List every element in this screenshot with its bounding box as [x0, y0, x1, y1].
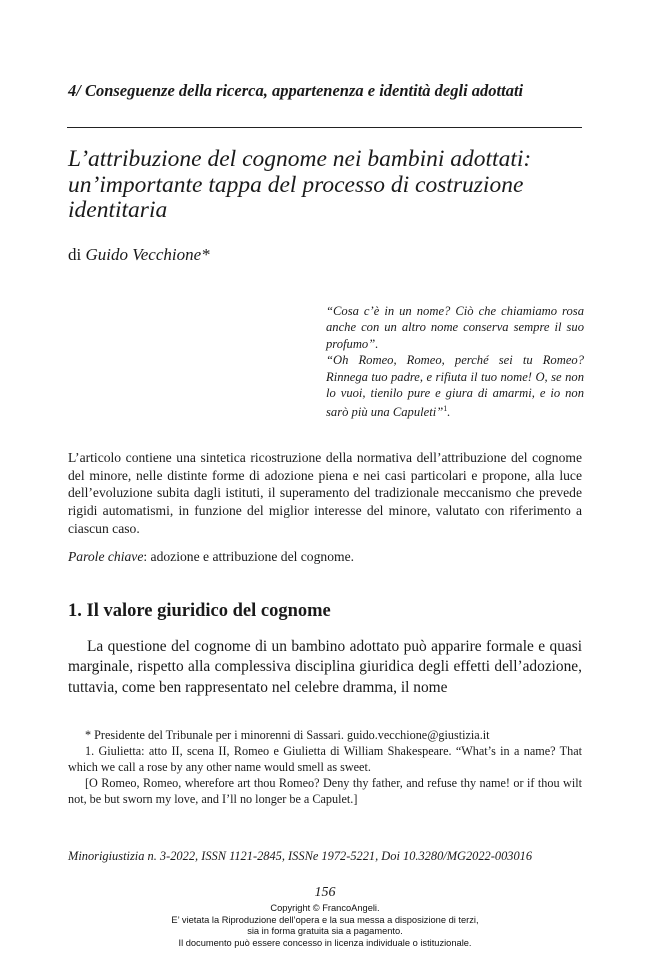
section-1-title: 1. Il valore giuridico del cognome: [68, 601, 331, 621]
copyright-line-2: E’ vietata la Riproduzione dell’opera e la sua messa a disposizione di terzi,: [171, 914, 479, 925]
keywords-label: Parole chiave: [68, 549, 144, 564]
keywords: [68, 548, 582, 566]
journal-reference: Minorigiustizia n. 3-2022, ISSN 1121-2845, ISSNe 1972-5221, Doi 10.3280/MG2022-003016: [68, 849, 533, 863]
byline-prefix: di: [68, 245, 82, 264]
epigraph-quote-2-text: “Oh Romeo, Romeo, perché sei tu Romeo? Rinnega tuo padre, e rifiuta il tuo nome! O, se non lo vuoi, tienilo pure e giura di amarmi, e io non sarò più una Capuleti”: [326, 353, 584, 420]
epigraph-end: .: [447, 405, 451, 420]
article-title: L’attribuzione del cognome nei bambini adottati: un’importante tappa del processo di costruzione identitaria: [68, 146, 532, 223]
footnote-1-continued: [O Romeo, Romeo, wherefore art thou Romeo? Deny thy father, and refuse thy name! or if thou wilt not, be but sworn my love, and I’ll no longer be a Capulet.]: [68, 776, 582, 806]
footnotes: [68, 727, 582, 807]
keywords-text: : adozione e attribuzione del cognome.: [143, 549, 354, 564]
body-text: [68, 637, 582, 698]
section-heading: 4/ Conseguenze della ricerca, appartenenza e identità degli adottati: [68, 81, 524, 100]
byline: [68, 245, 210, 265]
copyright-line-1: Copyright © FrancoAngeli.: [270, 903, 380, 913]
epigraph: [326, 303, 584, 421]
abstract: L’articolo contiene una sintetica ricostruzione della normativa dell’attribuzione del cognome del minore, nelle distinte forme di adozione piena e nei casi particolari e propone, alla luce dell’evoluzione subita dagli istituti, il superamento del tradizionale meccanismo che prevede rigidi automatismi, in funzione del miglior interesse del minore, valutato con riferimento a ciascun caso.: [68, 450, 582, 536]
copyright-notice: [0, 903, 650, 949]
copyright-line-4: Il documento può essere concesso in licenza individuale o istituzionale.: [178, 937, 472, 948]
header-rule: [67, 127, 582, 128]
body-paragraph: La questione del cognome di un bambino adottato può apparire formale e quasi marginale, rispetto alla complessiva disciplina giuridica degli effetti dell’adozione, tuttavia, come ben rappresentato nel celebre dramma, il nome: [68, 638, 582, 696]
copyright-line-3: sia in forma gratuita sia a pagamento.: [247, 926, 403, 937]
footnote-author: * Presidente del Tribunale per i minorenni di Sassari. guido.vecchione@giustizia.it: [85, 728, 490, 742]
footnote-1: 1. Giulietta: atto II, scena II, Romeo e Giulietta di William Shakespeare. “What’s in a name? That which we call a rose by any other name would smell as sweet.: [68, 744, 582, 774]
footnote-ref-1[interactable]: 1: [443, 404, 448, 414]
page-number: 156: [314, 885, 336, 900]
epigraph-quote-2: [326, 352, 584, 421]
author-name: Guido Vecchione*: [85, 245, 210, 264]
epigraph-quote-1: “Cosa c’è in un nome? Ciò che chiamiamo rosa anche con un altro nome conserva sempre il suo profumo”.: [326, 304, 584, 351]
